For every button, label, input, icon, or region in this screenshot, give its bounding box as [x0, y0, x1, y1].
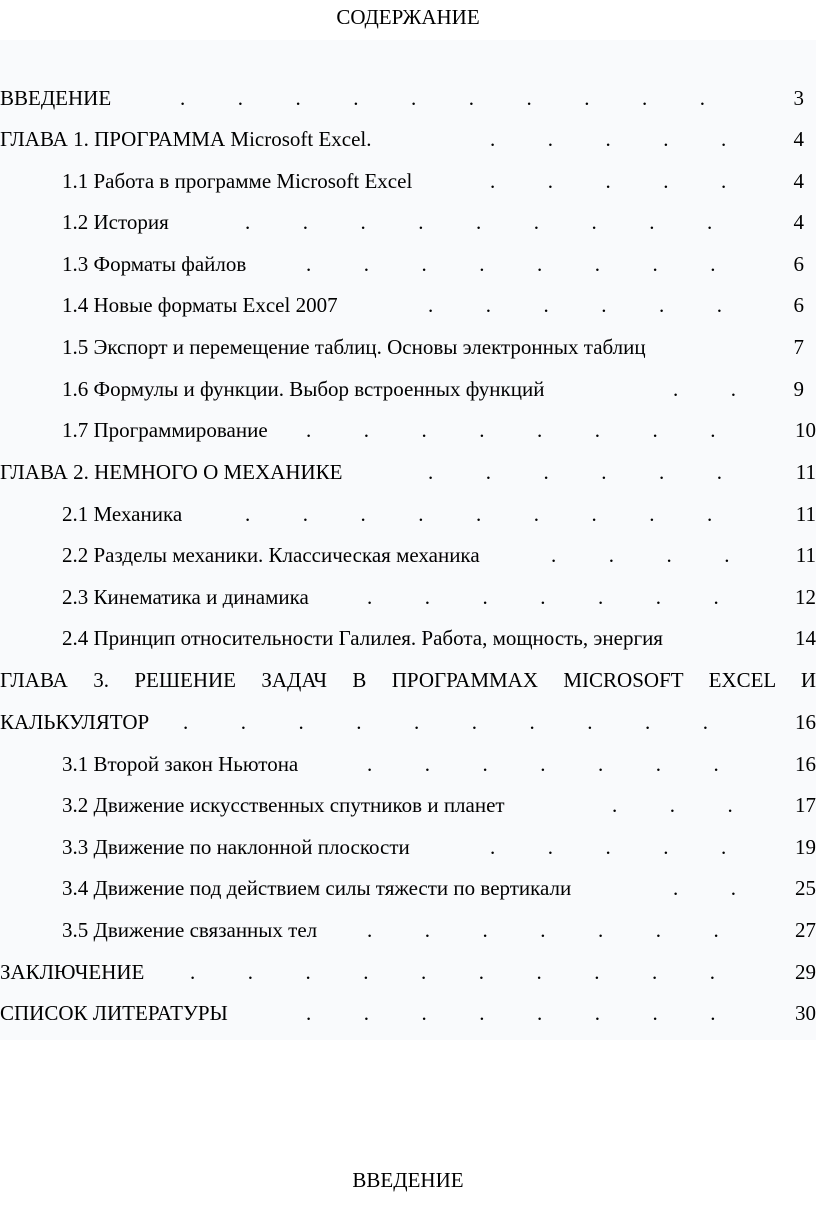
- toc-entry-page: 10: [795, 418, 816, 442]
- toc-entry-title: ГЛАВА 1. ПРОГРАММА Microsoft Excel.: [0, 127, 372, 151]
- toc-entry-page: 11: [795, 543, 816, 567]
- toc-dot-leader: . . . . . . . . . .: [190, 960, 715, 984]
- toc-dot-leader: . . . . .: [490, 169, 727, 193]
- toc-entry-2-3[interactable]: [0, 577, 816, 617]
- toc-entry-title: 1.7 Программирование: [62, 418, 268, 442]
- toc-entry-1-1[interactable]: [0, 161, 816, 201]
- toc-entry-title: 3.2 Движение искусственных спутников и планет: [62, 793, 505, 817]
- toc-entry-title: КАЛЬКУЛЯТОР: [0, 710, 150, 734]
- toc-entry-title: 3.4 Движение под действием силы тяжести по вертикали: [62, 876, 572, 900]
- toc-entry-title: 3.5 Движение связанных тел: [62, 918, 318, 942]
- toc-dot-leader: . . . . . . . . . .: [183, 710, 708, 734]
- toc-dot-leader: . . . . . . . .: [306, 252, 716, 276]
- toc-entry-page: 11: [795, 460, 816, 484]
- toc-entry-title: 1.4 Новые форматы Excel 2007: [62, 293, 338, 317]
- toc-entry-title: 3.3 Движение по наклонной плоскости: [62, 835, 410, 859]
- toc-entry-page: 6: [793, 293, 804, 317]
- toc-entry-title: 2.1 Механика: [62, 502, 183, 526]
- section-heading-introduction: ВВЕДЕНИЕ: [352, 1168, 464, 1192]
- toc-entry-3-5[interactable]: [0, 910, 816, 950]
- toc-entry-chapter-1[interactable]: [0, 119, 816, 159]
- toc-entry-1-5[interactable]: [0, 327, 816, 367]
- toc-entry-page: 11: [795, 502, 816, 526]
- toc-entry-page: 27: [795, 918, 816, 942]
- toc-entry-page: 7: [793, 335, 804, 359]
- toc-entry-2-2[interactable]: [0, 535, 816, 575]
- toc-dot-leader: . .: [673, 377, 736, 401]
- toc-entry-page: 29: [795, 960, 816, 984]
- toc-entry-title: 2.4 Принцип относительности Галилея. Работа, мощность, энергия: [62, 626, 663, 650]
- toc-entry-2-4[interactable]: [0, 618, 816, 658]
- toc-entry-3-2[interactable]: [0, 785, 816, 825]
- toc-entry-page: 25: [795, 876, 816, 900]
- toc-entry-page: 3: [793, 86, 804, 110]
- toc-entry-title: 1.5 Экспорт и перемещение таблиц. Основы электронных таблиц: [62, 335, 646, 359]
- toc-dot-leader: . . . .: [551, 543, 730, 567]
- toc-entry-title: СПИСОК ЛИТЕРАТУРЫ: [0, 1001, 228, 1025]
- toc-entry-page: 14: [795, 626, 816, 650]
- toc-entry-title: 1.6 Формулы и функции. Выбор встроенных функций: [62, 377, 545, 401]
- toc-entry-title: ВВЕДЕНИЕ: [0, 86, 112, 110]
- toc-dot-leader: . . . . . .: [428, 460, 722, 484]
- toc-entry-chapter-3-line-1[interactable]: ГЛАВА 3. РЕШЕНИЕ ЗАДАЧ В ПРОГРАММАХ MICROSOFT EXCEL И: [0, 668, 816, 692]
- toc-entry-1-3[interactable]: [0, 244, 816, 284]
- toc-entry-page: 30: [795, 1001, 816, 1025]
- toc-entry-page: 17: [795, 793, 816, 817]
- toc-entry-1-6[interactable]: [0, 369, 816, 409]
- toc-entry-1-4[interactable]: [0, 285, 816, 325]
- toc-entry-title: 1.1 Работа в программе Microsoft Excel: [62, 169, 413, 193]
- toc-entry-page: 4: [793, 169, 804, 193]
- toc-entry-3-3[interactable]: [0, 827, 816, 867]
- toc-dot-leader: . . . . . . .: [367, 752, 719, 776]
- page-title: СОДЕРЖАНИЕ: [336, 5, 480, 29]
- toc-entry-1-7[interactable]: [0, 410, 816, 450]
- toc-entry-page: 19: [795, 835, 816, 859]
- toc-entry-2-1[interactable]: [0, 494, 816, 534]
- toc-entry-title: 2.3 Кинематика и динамика: [62, 585, 309, 609]
- toc-entry-page: 16: [795, 752, 816, 776]
- toc-entry-page: 4: [793, 210, 804, 234]
- toc-entry-1-2[interactable]: [0, 202, 816, 242]
- toc-dot-leader: . . . . . . .: [367, 918, 719, 942]
- toc-dot-leader: . . . . . . .: [367, 585, 719, 609]
- toc-entry-title: 3.1 Второй закон Ньютона: [62, 752, 299, 776]
- toc-dot-leader: . . . . .: [490, 127, 727, 151]
- toc-entry-page: 12: [795, 585, 816, 609]
- toc-dot-leader: . . . . . .: [428, 293, 722, 317]
- toc-dot-leader: . . . . . . . .: [306, 1001, 716, 1025]
- toc-entry-3-1[interactable]: [0, 744, 816, 784]
- toc-dot-leader: . . .: [612, 793, 733, 817]
- toc-entry-title: 2.2 Разделы механики. Классическая механика: [62, 543, 480, 567]
- toc-entry-conclusion[interactable]: [0, 952, 816, 992]
- toc-entry-title: 1.2 История: [62, 210, 169, 234]
- toc-entry-title: ГЛАВА 2. НЕМНОГО О МЕХАНИКЕ: [0, 460, 343, 484]
- toc-dot-leader: . . . . .: [490, 835, 727, 859]
- toc-entry-references[interactable]: [0, 993, 816, 1033]
- toc-entry-title: 1.3 Форматы файлов: [62, 252, 247, 276]
- toc-entry-page: 9: [793, 377, 804, 401]
- toc-entry-chapter-2[interactable]: [0, 452, 816, 492]
- toc-entry-chapter-3[interactable]: [0, 702, 816, 742]
- toc-entry-introduction[interactable]: [0, 78, 816, 118]
- toc-entry-page: 4: [793, 127, 804, 151]
- toc-entry-page: 16: [795, 710, 816, 734]
- toc-dot-leader: . . . . . . . .: [306, 418, 716, 442]
- toc-dot-leader: . .: [673, 876, 736, 900]
- toc-entry-3-4[interactable]: [0, 868, 816, 908]
- toc-dot-leader: . . . . . . . . .: [245, 502, 713, 526]
- toc-dot-leader: . . . . . . . . .: [245, 210, 713, 234]
- toc-dot-leader: . . . . . . . . . .: [180, 86, 705, 110]
- toc-entry-title: ЗАКЛЮЧЕНИЕ: [0, 960, 145, 984]
- toc-entry-page: 6: [793, 252, 804, 276]
